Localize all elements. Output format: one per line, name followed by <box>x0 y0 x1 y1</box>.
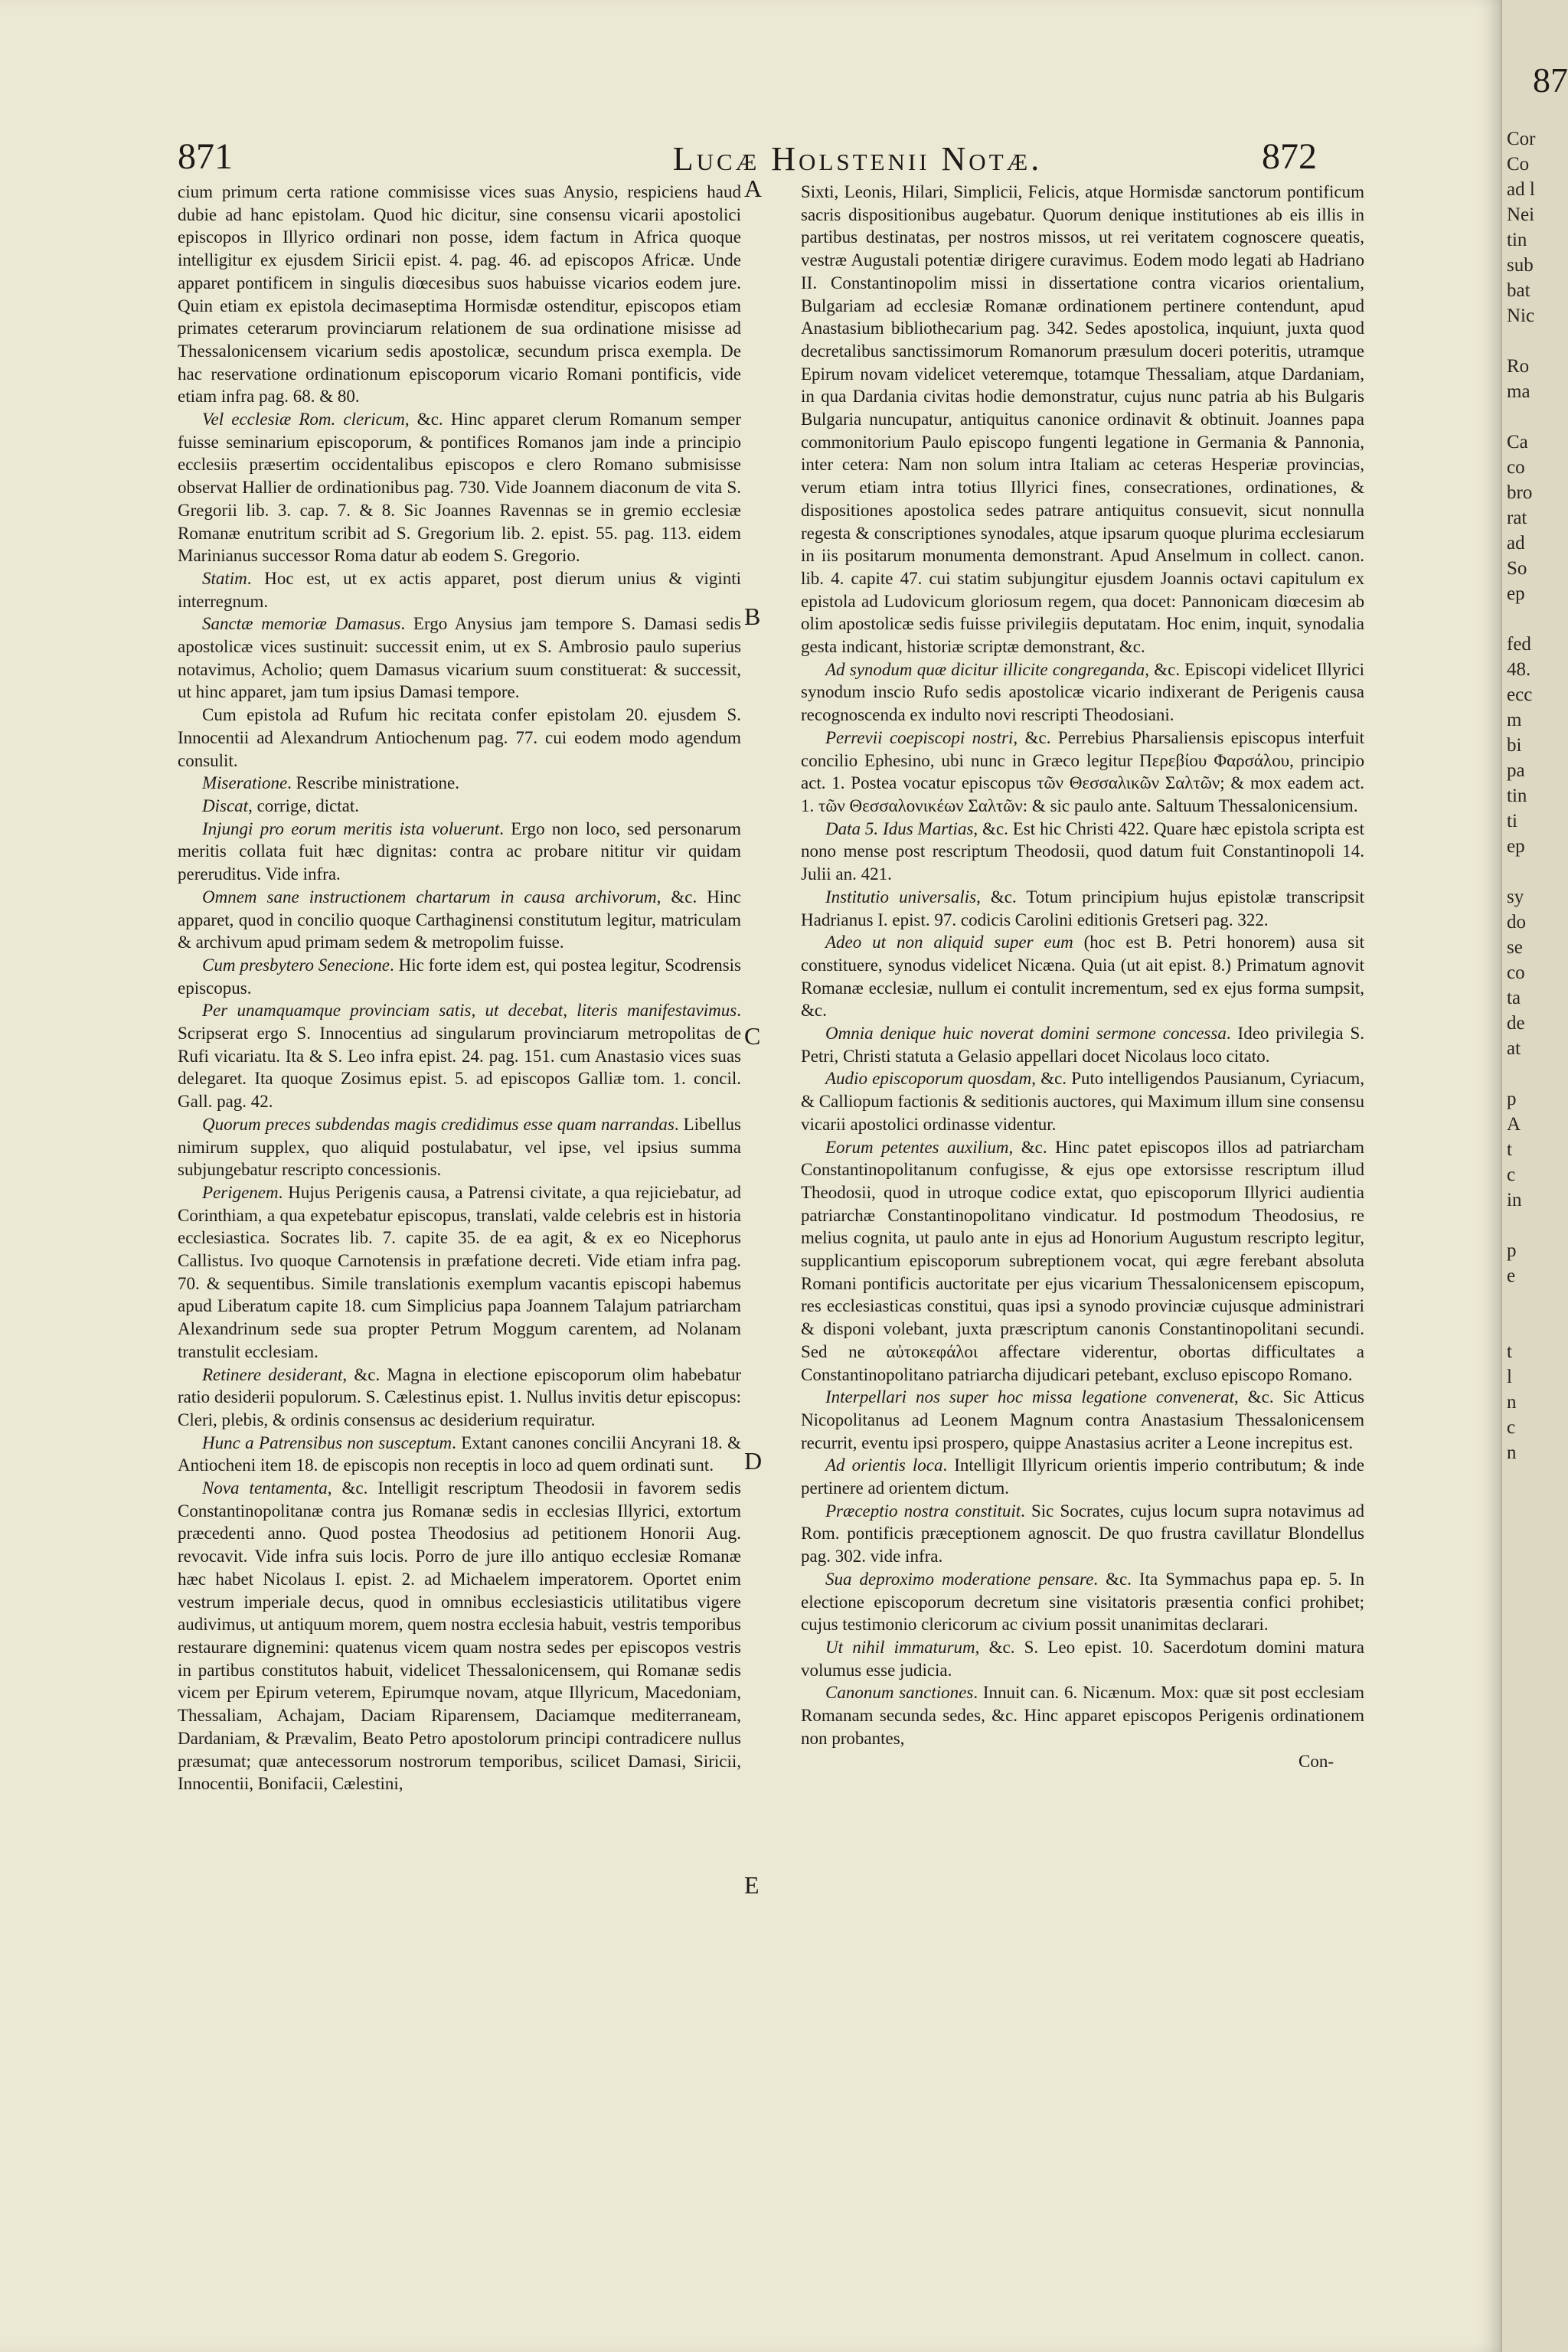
adjacent-page-fragment: bat <box>1507 280 1530 301</box>
note-text: Sixti, Leonis, Hilari, Simplicii, Felicis, atque Hormisdæ sanctorum pontificum sacris dispositionibus augebatur. Quorum denique institutiones ab eis illis in partibus destinatas, per nostros missos, ut rei veritatem cognoscere queatis, vestræ Augustali potentiæ dirigere curavimus. Eodem modo legati ab Hadriano II. Constantinopolim missi in dissertatione contra vicarios orientalium, Bulgariam ad ecclesiæ Romanæ ordinationem pertinere contendunt, apud Anastasium bibliothecarium pag. 342. Sedes apostolica, inquiunt, juxta quod decretalibus sanctissimorum Romanorum præsulum doceri poteritis, utramque Epirum novam videlicet veteremque, totamque Thessaliam, atque Dardaniam, in qua Dardania civitas hodie demonstratur, cujus nunc patria ab his Bulgaris Bulgaria nuncupatur, antiquitus canonice ordinavit & obtinuit. Joannes papa commonitorium Paulo episcopo fungenti legatione in Germania & Pannonia, inter cetera: Nam non solum intra Italiam ac ceteras Hesperiæ provincias, verum etiam intra totius Illyrici fines, consecrationes, ordinationes, & dispositiones apostolica sedes patrare antiquitus consuevit, sicut nonnulla regesta & conscriptiones synodales, atque ipsarum quoque plurima ecclesiarum in iis positarum monumenta demonstrant. Apud Anselmum in collect. canon. lib. 4. capite 47. cui statim subjungitur ejusdem Joannis octavi capitulum ex epistola ad Ludovicum gloriosum regem, qua docet: Pannonicam diœcesim ab olim apostolicæ sedis fuisse privilegiis deputatam. Hoc enim, inquit, synodalia gesta indicant, historiæ scriptæ demonstrant, &c. <box>801 182 1364 657</box>
left-column <box>178 181 741 1795</box>
adjacent-page-fragment: Ca <box>1507 432 1528 452</box>
adjacent-page-fragment: e <box>1507 1266 1516 1286</box>
note-text: , &c. Hinc patet episcopos illos ad patriarcham Constantinopolitanum confugisse, & ejus ope extorsisse rescriptum illud Theodosii, quod in utroque codice extat, quo episcoporum Illyrici audientia patriarchæ Constantinopolitano vindicatur. Id postmodum Theodosius, re melius cognita, ut paulo ante in ejus ad Honorium Augustum rescripto legitur, supplicantium episcoporum subreptionem vocat, qui ægre ferebant absoluta Romani pontificis auctoritate per ejus vicarium Thessalonicensem episcopum, res ecclesiasticas constitui, quas ipsi a synodo provinciæ cujusque administrari & disponi volebant, juxta præscriptum canonis Constantinopolitani secundi. Sed ne αὐτοκεφάλοι affectare viderentur, obortas difficultates a Constantinopolitano patriarcha dijudicari petebant, excluso episcopo Romano. <box>801 1137 1364 1384</box>
paragraph <box>801 1454 1364 1499</box>
adjacent-page-fragment: Nic <box>1507 305 1535 326</box>
adjacent-page-fragment: ecc <box>1507 684 1533 705</box>
adjacent-page-fragment: p <box>1507 1089 1517 1109</box>
note-text: , &c. Sic Atticus Nicopolitanus ad Leonem Magnum contra Anastasium Thessalonicensem recurrit, eventu ipsi prospero, quippe Anastasius acriter a Leone increpitus est. <box>801 1387 1364 1452</box>
note-text: , &c. Puto intelligendos Pausianum, Cyriacum, & Calliopum factionis & seditionis auctores, qui Maximum illum sine consensu vicarii apostolici ordinasse videntur. <box>801 1069 1364 1134</box>
lemma: Quorum preces subdendas magis credidimus esse quam narrandas <box>202 1114 675 1134</box>
note-text: , &c. Perrebius Pharsaliensis episcopus interfuit concilio Ephesino, ubi nunc in Græco legitur Περεβίου Φαρσάλου, principio act. 1. Postea vocatur episcopus τῶν Θεσσαλικῶν Σαλτῶν; & mox eadem act. 1. τῶν Θεσσαλονικέων Σαλτῶν: & sic paulo ante. Saltuum Thessalonicensium. <box>801 727 1364 815</box>
paragraph <box>178 818 741 886</box>
adjacent-page-fragment: ep <box>1507 836 1525 857</box>
lemma: Vel ecclesiæ Rom. clericum <box>202 410 405 430</box>
note-text: . Ergo non loco, sed personarum meritis collata fuit hæc dignitas: contra ac probare nititur vir quidam pereruditus. Vide infra. <box>178 818 741 884</box>
paragraph <box>178 408 741 567</box>
lemma: Perrevii coepiscopi nostri <box>825 727 1014 747</box>
lemma: Sua deproximo moderatione pensare <box>825 1569 1094 1589</box>
paragraph <box>801 1136 1364 1387</box>
adjacent-page-fragment: co <box>1507 962 1525 983</box>
adjacent-page-fragment: ta <box>1507 988 1521 1008</box>
lemma: Hunc a Patrensibus non susceptum <box>202 1432 452 1452</box>
lemma: Eorum petentes auxilium <box>825 1137 1009 1157</box>
lemma: Cum presbytero Senecione <box>202 955 390 975</box>
note-text: . Extant canones concilii Ancyrani 18. & Antiocheni item 18. de episcopis non receptis in loco ad quem ordinati sunt. <box>178 1432 741 1475</box>
adjacent-page-fragment: Co <box>1507 154 1530 175</box>
paragraph <box>178 1364 741 1432</box>
margin-letter-b: B <box>744 603 761 630</box>
note-text: , &c. Intelligit rescriptum Theodosii in favorem sedis Constantinopolitanæ contra jus Romanæ sedis in ecclesias Illyrici, extortum præcedenti anno. Quod postea Theodosius ad petitionem Honorii Aug. revocavit. Vide infra suis locis. Porro de jure illo antiquo ecclesiæ Romanæ hæc habet Nicolaus I. epist. 2. ad Michaelem imperatorem. Oportet enim vestrum imperiale decus, quod in omnibus ecclesiasticis utilitatibus vigere audivimus, ut antiquum morem, quem nostra ecclesia habuit, vestris temporibus restaurare dignemini: quatenus vicem quam nostra sedes per episcopos vestris in partibus constitutos habuit, videlicet Thessalonicensem, qui Romanæ sedis vicem per Epirum veterem, Epirumque novam, atque Illyricum, Macedoniam, Thessaliam, Achajam, Daciam Riparensem, Daciamque mediterraneam, Dardaniam, & Prævalim, Beato Petro apostolorum principi contradicere nullus præsumat; quæ antecessorum nostrorum temporibus, scilicet Damasi, Siricii, Innocentii, Bonifacii, Cælestini, <box>178 1478 741 1794</box>
adjacent-page-fragment: t <box>1507 1341 1512 1362</box>
note-text: . Scripserat ergo S. Innocentius ad singularum provinciarum metropolitas de Rufi vicariatu. Ita & S. Leo infra epist. 24. pag. 151. cum Anastasio vices suas delegaret. Ita quoque Zosimus epist. 5. ad episcopos Galliæ tom. 1. concil. Gall. pag. 42. <box>178 1001 741 1112</box>
adjacent-page-fragment: ep <box>1507 583 1525 604</box>
adjacent-page-number: 87 <box>1533 60 1568 100</box>
adjacent-page-fragment: sy <box>1507 887 1524 907</box>
lemma: Ut nihil immaturum <box>825 1638 975 1657</box>
adjacent-page-fragment: c <box>1507 1165 1516 1185</box>
note-text: , &c. Hinc apparet, quod in concilio quoque Carthaginensi constitutum legitur, matriculam & archivum apud primam sedem & metropolim fuisse. <box>178 887 741 952</box>
note-text: . Intelligit Illyricum orientis imperio contributum; & inde pertinere ad orientem dictum. <box>801 1455 1364 1498</box>
adjacent-page-fragment: Ro <box>1507 356 1530 377</box>
lemma: Perigenem <box>202 1182 279 1202</box>
note-text: . Sic Socrates, cujus locum supra notavimus ad Rom. pontificis præceptionem agnoscit. De quo frustra cavillatur Blondellus pag. 302. vide infra. <box>801 1501 1364 1566</box>
note-text: cium primum certa ratione commisisse vices suas Anysio, respiciens haud dubie ad hanc epistolam. Quod hic dicitur, sine consensu vicarii apostolici episcopos in Illyrico ordinari non posse, idem factum in Africa quoque intelligitur ex ejusdem Siricii epist. 4. pag. 46. ad episcopos Africæ. Unde apparet pontificem in singulis diœcesibus suos habuisse vicarios eodem jure. Quin etiam ex epistola decimaseptima Hormisdæ ostenditur, episcopos etiam primates ceterarum provinciarum relationem de sua ordinatione misisse ad Thessalonicensem vicarium sedis apostolicæ, secundum prisca exempla. De hac reservatione ordinationum episcoporum vicario Romani pontificis, vide etiam infra pag. 68. & 80. <box>178 182 741 407</box>
margin-letter-d: D <box>744 1447 763 1475</box>
lemma: Retinere desiderant <box>202 1364 343 1384</box>
paragraph <box>801 886 1364 931</box>
running-head: Lucæ Holstenii Notæ. <box>672 140 1043 178</box>
lemma: Omnia denique huic noverat domini sermone concessa <box>825 1024 1227 1044</box>
note-text: (hoc est B. Petri honorem) ausa sit constituere, synodus videlicet Nicæna. Quia (ut ait epist. 8.) Primatum agnovit Romanæ ecclesiæ, nullum ei contulit incrementum, sed ex ejus forma sumpsit, &c. <box>801 933 1365 1021</box>
paragraph <box>178 612 741 704</box>
paragraph <box>801 1067 1364 1135</box>
paragraph <box>801 1022 1364 1067</box>
paragraph <box>178 772 741 795</box>
note-text: . Libellus nimirum supplex, quo aliquid postulabatur, vel ipse, vel ipsius summa subjungebatur rescripto concessionis. <box>178 1114 741 1180</box>
adjacent-page-edge <box>1501 0 1568 2352</box>
lemma: Præceptio nostra constituit <box>825 1501 1021 1521</box>
page-number-right: 872 <box>1262 136 1317 177</box>
adjacent-page-fragment: n <box>1507 1442 1517 1463</box>
note-text: . &c. Ita Symmachus papa ep. 5. In electione episcoporum decretum sine visitatoris præsentia confici prohibet; cujus testimonio clericorum ac civium possit unanimitas declarari. <box>801 1569 1364 1635</box>
note-text: . Ideo privilegia S. Petri, Christi statuta a Gelasio appellari docet Nicolaus loco citato. <box>801 1024 1364 1066</box>
paragraph <box>178 999 741 1113</box>
paragraph <box>178 886 741 954</box>
adjacent-page-fragment: m <box>1507 710 1522 730</box>
adjacent-page-fragment: So <box>1507 558 1527 579</box>
adjacent-page-fragment: A <box>1507 1114 1521 1135</box>
lemma: Sanctæ memoriæ Damasus <box>202 614 401 634</box>
adjacent-page-fragment: sub <box>1507 255 1534 276</box>
paragraph <box>801 181 1364 658</box>
paragraph <box>178 795 741 818</box>
adjacent-page-fragment: ad l <box>1507 179 1535 200</box>
adjacent-page-fragment: n <box>1507 1392 1517 1413</box>
lemma: Audio episcoporum quosdam <box>825 1069 1032 1089</box>
paragraph <box>801 1500 1364 1568</box>
note-text: , &c. Hinc apparet clerum Romanum semper fuisse seminarium episcoporum, & pontifices Romanos jam inde a principio ecclesiis præsertim occidentalibus episcopos e clero Romano submisisse observat Hallier de ordinationibus pag. 730. Vide Joannem diaconum de vita S. Gregorii lib. 3. cap. 7. & 8. Sic Joannes Ravennas se in gremio ecclesiæ Romanæ enutritum scribit ad S. Gregorium lib. 2. epist. 55. pag. 113. eidem Marinianus successor Roma datur ab eodem S. Gregorio. <box>178 410 741 566</box>
adjacent-page-fragment: pa <box>1507 760 1525 781</box>
lemma: Omnem sane instructionem chartarum in causa archivorum <box>202 887 657 906</box>
lemma: Ad synodum quæ dicitur illicite congreganda <box>825 659 1145 679</box>
adjacent-page-fragment: fed <box>1507 634 1531 655</box>
note-text: , corrige, dictat. <box>248 795 360 815</box>
lemma: Data 5. Idus Martias <box>825 818 974 838</box>
adjacent-page-fragment: c <box>1507 1417 1516 1438</box>
note-text: , &c. S. Leo epist. 10. Sacerdotum domini matura volumus esse judicia. <box>801 1638 1364 1680</box>
paragraph <box>178 1432 741 1477</box>
lemma: Institutio universalis <box>825 887 977 906</box>
paragraph <box>801 818 1364 886</box>
lemma: Injungi pro eorum meritis ista voluerunt <box>202 818 500 838</box>
page-number-left: 871 <box>178 136 233 177</box>
note-text: . Ergo Anysius jam tempore S. Damasi sedis apostolicæ vices sustinuit: successit enim, ut ex S. Ambrosio paulo superius notavimus, Acholio; quem Damasus vicarium suum constituerat: & successit, ut hinc apparet, jam tum ipsius Damasi tempore. <box>178 614 741 702</box>
adjacent-page-fragment: tin <box>1507 230 1527 250</box>
adjacent-page-fragment: tin <box>1507 786 1527 806</box>
paragraph <box>178 1181 741 1364</box>
paragraph <box>178 567 741 612</box>
adjacent-page-fragment: bro <box>1507 482 1533 503</box>
right-column <box>801 181 1364 1772</box>
paragraph <box>178 1477 741 1795</box>
adjacent-page-fragment: se <box>1507 937 1523 958</box>
adjacent-page-fragment: p <box>1507 1240 1517 1261</box>
lemma: Miseratione <box>202 773 288 793</box>
adjacent-page-fragment: in <box>1507 1190 1522 1210</box>
adjacent-page-fragment: ma <box>1507 381 1530 402</box>
lemma: Canonum sanctiones <box>825 1683 974 1703</box>
paragraph <box>801 1681 1364 1749</box>
note-text: . Hoc est, ut ex actis apparet, post dierum unius & viginti interregnum. <box>178 568 741 611</box>
lemma: Nova tentamenta <box>202 1478 328 1498</box>
lemma: Discat <box>202 795 249 815</box>
adjacent-page-fragment: Cor <box>1507 129 1536 149</box>
adjacent-page-fragment: bi <box>1507 735 1522 756</box>
paragraph <box>801 1386 1364 1454</box>
note-text: . Rescribe ministratione. <box>287 773 459 793</box>
adjacent-page-fragment: ti <box>1507 811 1517 831</box>
adjacent-page-fragment: de <box>1507 1013 1525 1034</box>
adjacent-page-fragment: do <box>1507 912 1526 933</box>
adjacent-page-fragment: l <box>1507 1367 1512 1387</box>
adjacent-page-fragment: ad <box>1507 533 1525 554</box>
adjacent-page-fragment: 48. <box>1507 659 1531 680</box>
note-text: Cum epistola ad Rufum hic recitata confer epistolam 20. ejusdem S. Innocentii ad Alexandrum Antiochenum pag. 77. cui eodem modo agendum consulit. <box>178 705 741 770</box>
paragraph <box>801 931 1364 1022</box>
note-text: , &c. Totum principium hujus epistolæ transcripsit Hadrianus I. epist. 97. codicis Carolini editionis Gretseri pag. 322. <box>801 887 1365 929</box>
adjacent-page-fragment: Nei <box>1507 204 1535 225</box>
paragraph <box>178 704 741 772</box>
margin-letter-c: C <box>744 1022 761 1050</box>
paragraph <box>801 727 1364 818</box>
paragraph <box>178 181 741 408</box>
paragraph <box>178 954 741 999</box>
lemma: Interpellari nos super hoc missa legatione convenerat <box>825 1387 1235 1407</box>
note-text: . Hic forte idem est, qui postea legitur, Scodrensis episcopus. <box>178 955 741 998</box>
adjacent-page-fragment: t <box>1507 1139 1512 1160</box>
note-text: . Hujus Perigenis causa, a Patrensi civitate, a qua rejiciebatur, ad Corinthiam, a qua expetebatur episcopus, translati, valde celebris est in historia ecclesiastica. Socrates lib. 7. capite 35. de ea agit, & ex eo Nicephorus Callistus. Ivo quoque Carnotensis in præfatione decreti. Vide etiam infra pag. 70. & sequentibus. Simile translationis exemplum vacantis episcopi habemus apud Liberatum capite 18. cum Simplicius papa Joannem Talajum patriarcham Alexandrinum sede sua propter Petrum Moggum carentem, ad Nolanam transtulit ecclesiam. <box>178 1182 741 1361</box>
note-text: , &c. Episcopi videlicet Illyrici synodum inscio Rufo sedis apostolicæ vicario indixerant de Perigenis causa recognoscenda ex indulto novi rescripti Theodosiani. <box>801 659 1364 725</box>
paragraph <box>178 1113 741 1181</box>
lemma: Statim <box>202 568 247 588</box>
adjacent-page-fragment: co <box>1507 457 1525 478</box>
margin-letter-a: A <box>744 175 763 202</box>
note-text: , &c. Est hic Christi 422. Quare hæc epistola scripta est nono mense post rescriptum Theodosii, quod datum fuit Constantinopoli 14. Julii an. 421. <box>801 818 1364 884</box>
note-text: . Innuit can. 6. Nicænum. Mox: quæ sit post ecclesiam Romanam secunda sedes, &c. Hinc apparet episcopos Perigenis ordinationem non probantes, <box>801 1683 1364 1748</box>
adjacent-page-fragment: at <box>1507 1038 1521 1059</box>
adjacent-page-fragment: rat <box>1507 508 1527 528</box>
paragraph <box>801 658 1364 727</box>
catchword: Con- <box>1298 1751 1334 1771</box>
margin-letter-e: E <box>744 1871 760 1899</box>
paragraph <box>801 1636 1364 1681</box>
paragraph <box>801 1568 1364 1636</box>
lemma: Adeo ut non aliquid super eum <box>825 933 1073 952</box>
lemma: Per unamquamque provinciam satis, ut decebat, literis manifestavimus <box>202 1001 737 1021</box>
lemma: Ad orientis loca <box>825 1455 943 1475</box>
note-text: , &c. Magna in electione episcoporum olim habebatur ratio desiderii populorum. S. Cælestinus epist. 1. Nullus invitis detur episcopus: Cleri, plebis, & ordinis consensus ac desiderium requiratur. <box>178 1364 742 1429</box>
